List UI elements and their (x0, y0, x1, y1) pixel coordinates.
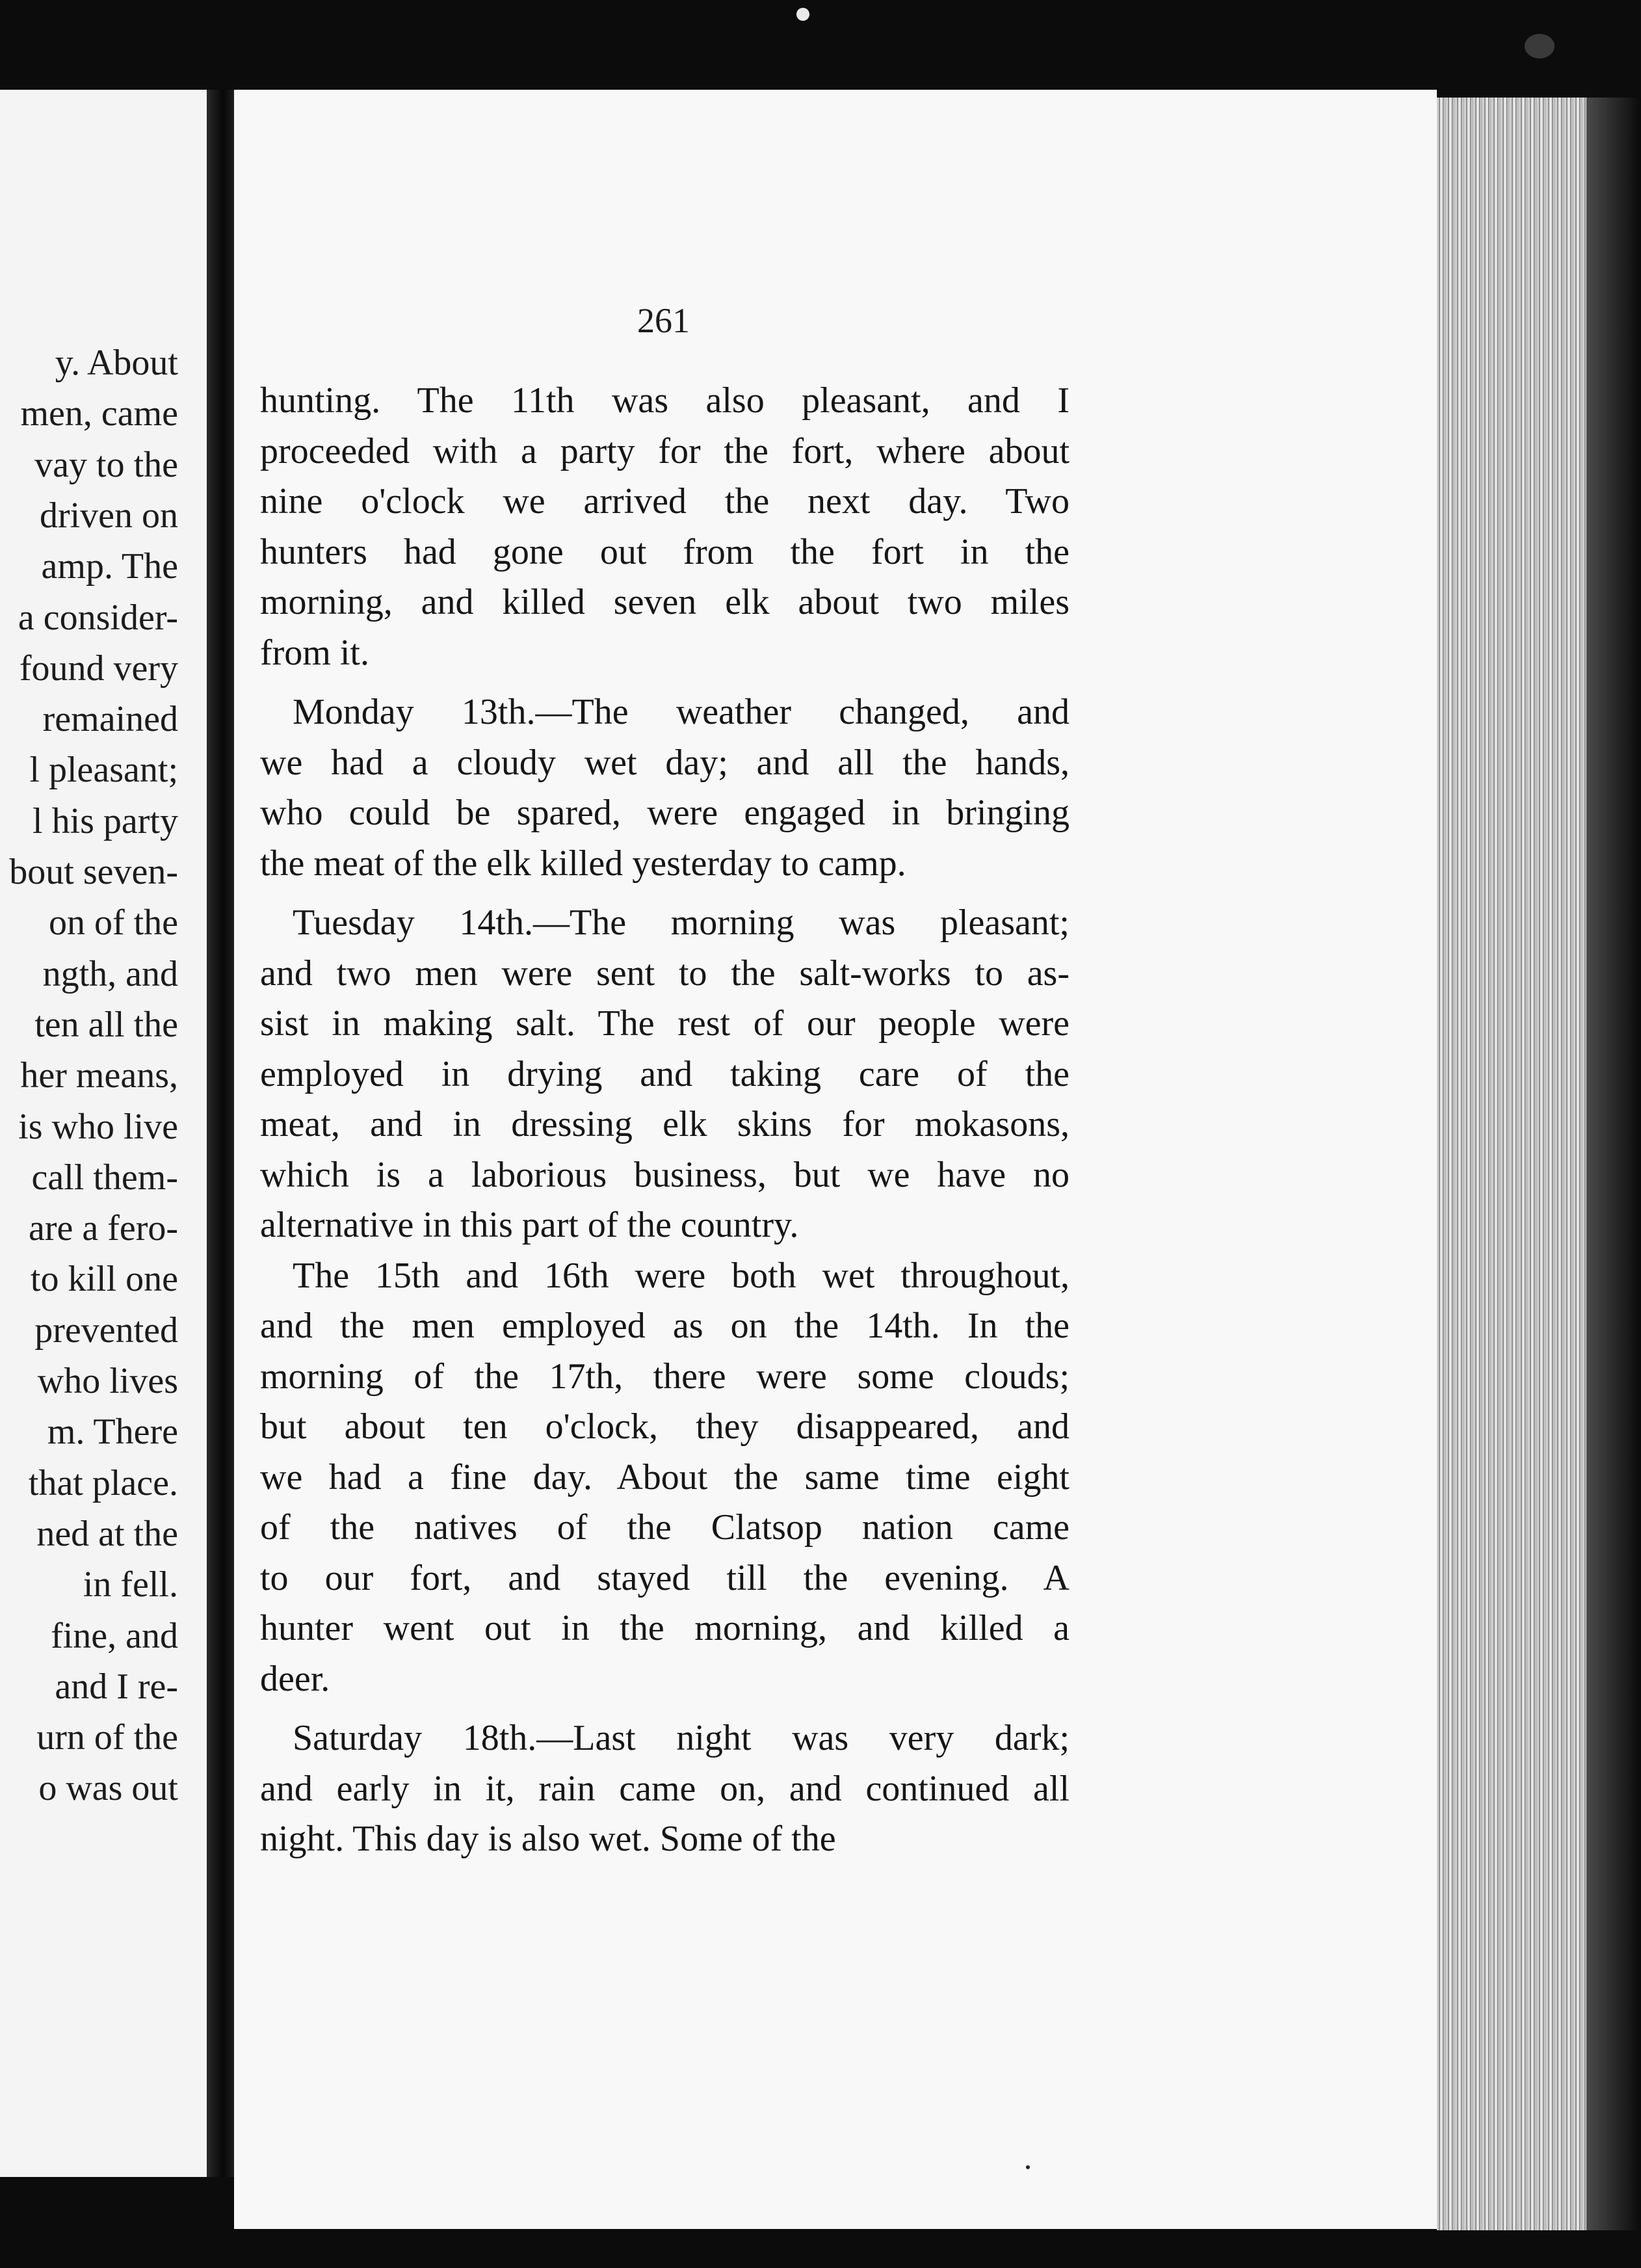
facing-page-line: a consider- (18, 597, 178, 638)
text-line: meat, and in dressing elk skins for mokasons, (260, 1104, 1070, 1144)
facing-page-line: prevented (34, 1310, 178, 1351)
scan-speck (796, 8, 809, 21)
facing-page-line: call them- (31, 1157, 178, 1198)
text-line: deer. (260, 1658, 330, 1699)
text-line: and two men were sent to the salt-works to as- (260, 953, 1070, 994)
facing-page-line: that place. (28, 1462, 178, 1503)
paragraph (260, 1251, 1070, 1705)
facing-page-line: are a fero- (28, 1208, 178, 1249)
paragraph (260, 687, 1070, 889)
page-number: 261 (637, 301, 690, 340)
text-line: sist in making salt. The rest of our people were (260, 1003, 1070, 1044)
text-line: night. This day is also wet. Some of the (260, 1819, 836, 1859)
facing-page-line: men, came (20, 393, 178, 434)
facing-page-line: amp. The (41, 546, 178, 587)
text-line: of the natives of the Clatsop nation came (260, 1507, 1070, 1548)
text-line: and early in it, rain came on, and continued all (260, 1768, 1070, 1809)
paragraph (260, 1713, 1070, 1865)
facing-page-line: ngth, and (42, 953, 178, 994)
text-line: hunting. The 11th was also pleasant, and I (260, 380, 1070, 421)
text-line: and the men employed as on the 14th. In the (260, 1306, 1070, 1346)
facing-page-line: driven on (39, 495, 178, 536)
text-line: from it. (260, 632, 369, 673)
facing-page-line: on of the (48, 903, 178, 943)
text-line: alternative in this part of the country. (260, 1205, 799, 1245)
text-line: morning of the 17th, there were some clouds; (260, 1356, 1070, 1397)
facing-page-line: y. About (55, 343, 178, 383)
body-text (260, 376, 1070, 1865)
text-line: proceeded with a party for the fort, where about (260, 430, 1070, 471)
facing-page-line: to kill one (30, 1259, 178, 1300)
text-line: nine o'clock we arrived the next day. Two (260, 481, 1070, 521)
facing-page-line: urn of the (36, 1717, 178, 1758)
facing-page-line: found very (19, 648, 178, 689)
text-line: The 15th and 16th were both wet throughout, (293, 1255, 1070, 1296)
page-edge-shadow (1586, 98, 1641, 2230)
scan-speck (1525, 34, 1555, 59)
facing-page-line: in fell. (83, 1564, 178, 1605)
facing-page-line: l his party (33, 800, 178, 841)
facing-page-line: l pleasant; (29, 750, 178, 791)
facing-page-line: ten all the (34, 1004, 178, 1045)
text-line: the meat of the elk killed yesterday to camp. (260, 843, 906, 884)
facing-page-line: and I re- (55, 1666, 178, 1707)
text-line: hunters had gone out from the fort in the (260, 531, 1070, 572)
facing-page-line: is who live (18, 1106, 178, 1147)
facing-page (0, 90, 207, 2177)
facing-page-line: fine, and (51, 1615, 178, 1656)
text-line: hunter went out in the morning, and killed a (260, 1608, 1070, 1648)
text-line: to our fort, and stayed till the evening. A (260, 1557, 1070, 1598)
facing-page-line: who lives (37, 1361, 178, 1401)
text-line: but about ten o'clock, they disappeared, and (260, 1406, 1070, 1447)
facing-page-line: vay to the (34, 444, 178, 485)
facing-page-line: bout seven- (9, 852, 178, 892)
text-line: morning, and killed seven elk about two miles (260, 582, 1070, 622)
paragraph (260, 898, 1070, 1251)
text-line: who could be spared, were engaged in bringing (260, 793, 1070, 833)
facing-page-line: remained (42, 699, 178, 740)
text-line: Monday 13th.—The weather changed, and (293, 692, 1070, 732)
text-line: Saturday 18th.—Last night was very dark; (293, 1718, 1070, 1758)
facing-page-line: m. There (47, 1412, 178, 1453)
paragraph (260, 376, 1070, 678)
text-line: we had a fine day. About the same time eight (260, 1457, 1070, 1497)
facing-page-line: o was out (38, 1768, 178, 1809)
facing-page-line: her means, (20, 1055, 178, 1096)
facing-page-line: ned at the (36, 1513, 178, 1554)
text-line: Tuesday 14th.—The morning was pleasant; (293, 903, 1070, 943)
page-edges (1437, 98, 1586, 2230)
text-line: employed in drying and taking care of the (260, 1053, 1070, 1094)
text-line: we had a cloudy wet day; and all the hands, (260, 742, 1070, 783)
scan-speck (1026, 2165, 1030, 2169)
text-line: which is a laborious business, but we have no (260, 1154, 1070, 1195)
